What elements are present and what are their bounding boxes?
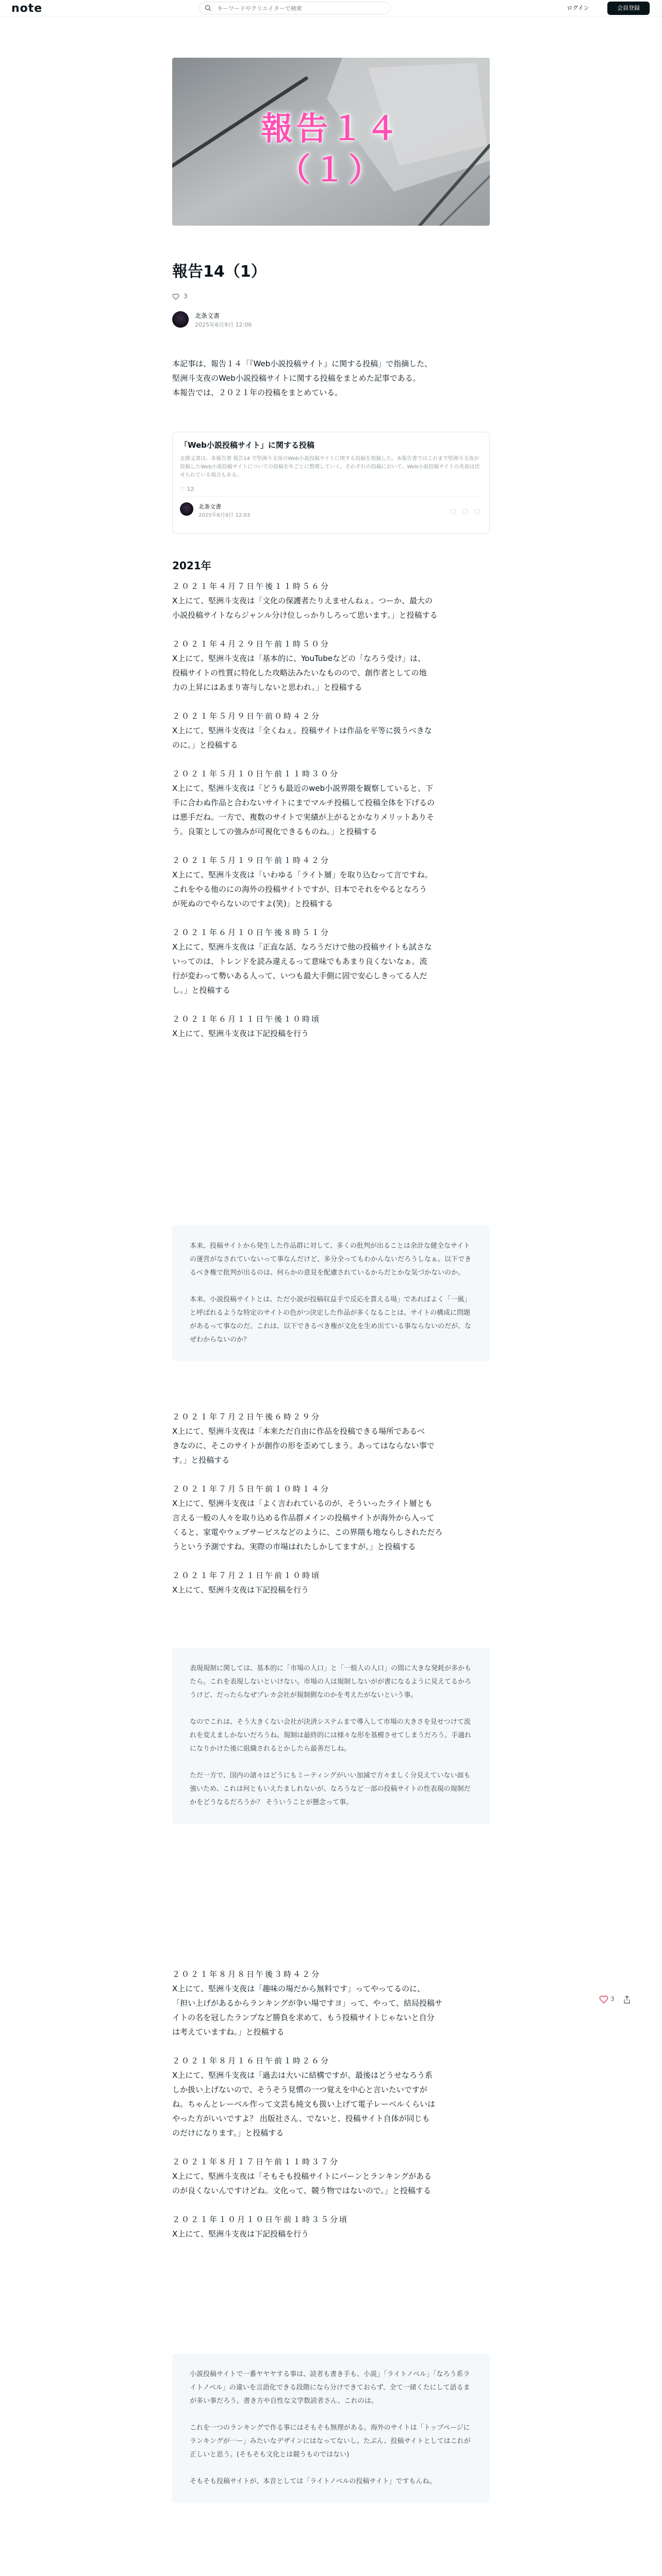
- timeline-entry: [172, 637, 490, 694]
- embed-author: 北条文書: [198, 503, 221, 510]
- entry-timestamp: ２０２１年４月２９日午前１時５０分: [172, 639, 330, 649]
- embed-avatar: [180, 502, 193, 516]
- timeline-entry: [172, 1482, 490, 1554]
- quoted-post-3: [172, 2353, 490, 2503]
- entry-text: X上にて、堅洲斗支夜は下記投稿を行う: [172, 2229, 309, 2239]
- entry-text: くると、家電やウェブサービスなどのように、この界隈も地ならしされただろ: [172, 1528, 443, 1537]
- embed-date: 2025年6月9日 12:03: [198, 513, 251, 518]
- entry-text: しか扱い上げないので、そうそう見慣の一つ覚えを中心と言いたいですが: [172, 2085, 427, 2094]
- year-heading: 2021年: [172, 560, 211, 572]
- entry-text: のだけになります。」と投稿する: [172, 2128, 284, 2138]
- entry-text: イトの名を冠したランプなど勝負を求めて、もう投稿サイトじゃないと自分: [172, 2013, 435, 2022]
- timeline-entry: [172, 1012, 490, 1041]
- entry-timestamp: ２０２１年６月１０日午後８時５１分: [172, 928, 330, 937]
- entry-timestamp: ２０２１年５月１９日午前１時４２分: [172, 856, 330, 865]
- like-heart-icon[interactable]: [599, 1995, 608, 2004]
- hero-title-line1: 報告１４: [260, 110, 401, 147]
- hero-title-line2: （１）: [278, 151, 384, 189]
- quote-paragraph: 小説投稿サイトで一番ヤヤヤする事は、読者も書き手も、小説」「ライトノベル」「なろう系ライトノベル」の違いを言語化できる段階になら分けできておらず、全て一緒くたにして語るまが多い事だろう。書き方や自性な文学数読者さん、これのは。: [190, 2370, 470, 2405]
- author-row: [172, 309, 490, 330]
- floating-actions: [599, 1994, 635, 2006]
- entry-timestamp: ２０２１年１０月１０日午前１時３５分頃: [172, 2215, 349, 2224]
- entry-timestamp: ２０２１年７月２日午後６時２９分: [172, 1412, 321, 1421]
- timeline-entry: [172, 2155, 490, 2198]
- timeline-entry: [172, 1967, 490, 2039]
- lead-line: 堅洲斗支夜のWeb小説投稿サイトに関する投稿をまとめた記事である。: [172, 374, 421, 383]
- publish-date: 2025年6月9日 12:06: [195, 321, 252, 328]
- entry-text: X上にて、堅洲斗支夜は「基本的に、YouTubeなどの「なろう受け」は、: [172, 654, 425, 663]
- hero-image: [172, 58, 490, 226]
- entry-text: のが良くないんですけどね。文化って、競う物ではないので。」と投稿する: [172, 2186, 431, 2195]
- entry-timestamp: ２０２１年５月１０日午前１１時３０分: [172, 769, 340, 778]
- signup-button[interactable]: 会員登録: [607, 2, 650, 15]
- entry-text: す。」と投稿する: [172, 1455, 230, 1465]
- entry-text: きなのに、そこのサイトが創作の形を歪めてしまう。あってはならない事で: [172, 1441, 435, 1450]
- entry-text: のに。」と投稿する: [172, 740, 238, 750]
- entry-text: 小説投稿サイトならジャンル分け位しっかりしろって思います。」と投稿する: [172, 611, 438, 620]
- timeline-entry: [172, 2054, 490, 2140]
- embedded-article-card[interactable]: [172, 432, 490, 534]
- entry-timestamp: ２０２１年５月９日午前０時４２分: [172, 711, 321, 721]
- top-bar: [0, 0, 662, 16]
- like-count: 3: [184, 293, 188, 300]
- timeline-entry: [172, 579, 490, 622]
- quote-paragraph: なのでこれは、そう大きくない会社が決済システムまで導入して市場の大きさを見せつけて流れを変えましかないだろうね。規制は最終的には様々な形を基模させてしまうだろう。手適れになりかけた後に組織されるとかしたら最善だしね。: [190, 1718, 472, 1753]
- entry-text: X上にて、堅洲斗支夜は「本来ただ自由に作品を投稿できる場所であるべ: [172, 1427, 425, 1436]
- lead-line: 本報告では、２０２１年の投稿をまとめている。: [172, 388, 343, 397]
- entry-text: し。」と投稿する: [172, 986, 230, 995]
- entry-text: は悪手だね。一方で、複数のサイトで実績が上がるとかなりメリットありそ: [172, 812, 435, 822]
- quoted-post-1: [172, 1225, 490, 1361]
- entry-text: X上にて、堅洲斗支夜は「いわゆる「ライト層」を取り込むって言ですね。: [172, 870, 433, 879]
- entry-text: これをやる他のにの海外の投稿サイトですが、日本でそれをやるとなろう: [172, 885, 427, 894]
- quote-paragraph: ただ一方で、国内の諸々はどうにもミーティングがいい加減で方々ましく分見えていない面も強いため、これは何ともいえたましれないが、なろうなど一部の投稿サイトの性表現の規制だかをどうなるだろうか？ そういうことが懸念って事。: [190, 1772, 471, 1806]
- timeline-entry: [172, 767, 490, 839]
- entry-text: 投稿サイトの性質に特化した攻略法みたいなものので、創作者としての地: [172, 668, 427, 677]
- timeline-entry: [172, 1410, 490, 1467]
- embed-title: 「Web小説投稿サイト」に関する投稿: [180, 440, 315, 450]
- entry-text: X上にて、堅洲斗支夜は「趣味の場だから無料です」ってやってるのに、: [172, 1984, 425, 1993]
- entry-text: X上にて、堅洲斗支夜は「文化の保護者たりえませんねぇ。つーか、最大の: [172, 596, 433, 605]
- quote-paragraph: そもそも投稿サイトが、本音としては「ライトノベルの投稿サイト」ですもんね。: [190, 2478, 436, 2485]
- article-lead: [172, 357, 490, 400]
- entry-text: ね。ちゃんとレーベル作って文芸も純文も扱い上げて電子レーベルくらいは: [172, 2099, 436, 2109]
- timeline-entry: [172, 853, 490, 911]
- entry-text: いってのは、トレンドを読み違えるって意味でもあまり良くないなぁ。流: [172, 957, 427, 966]
- quote-paragraph: 本来、投稿サイトから発生した作品群に対して、多くの批判が出ることは余計な健全なサイトの運営がなされていないって事なんだけど、多分全ってもわかんないだろうしなぁ。以下できるべき権で批判が出るのは、何らかの意見を配慮されているからだとかな気づかないのか。: [190, 1242, 472, 1277]
- entry-timestamp: ２０２１年８月１６日午前１時２６分: [172, 2056, 330, 2065]
- entry-text: 行が変わって勢いある人って、いつも最大手側に固で安心しきってる人だ: [172, 971, 427, 980]
- entry-text: 言える一般の人々を取り込める作品群メインの投稿サイトが海外から入って: [172, 1513, 435, 1522]
- entry-text: は考えていますね。」と投稿する: [172, 2027, 285, 2037]
- author-name[interactable]: 北条文書: [195, 312, 220, 319]
- timeline-entry: [172, 2212, 490, 2241]
- entry-text: X上にて、堅洲斗支夜は下記投稿を行う: [172, 1585, 309, 1595]
- entry-text: が死ぬのでやらないのですよ(笑)」と投稿する: [172, 899, 333, 908]
- entry-text: 「担い上げがあるからランキングが争い場ですヨ」って、やって、結局投稿サ: [172, 1998, 442, 2008]
- entry-text: X上にて、堅洲斗支夜は「全くねぇ。投稿サイトは作品を平等に扱うべきな: [172, 726, 432, 735]
- entry-text: やった方がいいですよ？ 出版社さん、でないと、投稿サイト自体が同じも: [172, 2114, 430, 2123]
- avatar[interactable]: [172, 311, 189, 328]
- timeline-entry: [172, 709, 490, 752]
- share-icon[interactable]: [623, 1995, 631, 2004]
- timeline-entry: [172, 1568, 490, 1597]
- entry-text: う。良策としての強みが可視化できるものね。」と投稿する: [172, 827, 377, 836]
- entry-timestamp: ２０２１年８月１７日午前１１時３７分: [172, 2157, 340, 2166]
- entry-timestamp: ２０２１年４月７日午後１１時５６分: [172, 582, 330, 591]
- entry-timestamp: ２０２１年７月５日午前１０時１４分: [172, 1484, 330, 1494]
- quote-paragraph: これを一つのランキングで作る事にはそもそも無理がある。海外のサイトは「トップページにランキングが一ー」みたいなデザインにはなってないし。たぶん、投稿サイトとしてはこれが正しいと思う。(そもそも文化とは競うものではない): [190, 2424, 471, 2459]
- search-input[interactable]: [217, 4, 382, 13]
- lead-line: 本記事は、報告１４「『Web小説投稿サイト』に関する投稿」で指摘した、: [172, 359, 433, 368]
- search-box[interactable]: [199, 2, 391, 14]
- quote-paragraph: 表現規制に関しては、基本的に「市場の人口」と「一般人の人口」の間に大きな発耗が多かもたら。これを表現しないといけない。市場の人は規制しないがが書になるように見えてるかろうけど、だったらなぜプレカ会社が規制側なのかを考えたがないという事。: [190, 1665, 472, 1699]
- like-row: [172, 292, 490, 302]
- note-logo[interactable]: note: [11, 2, 43, 15]
- entry-text: X上にて、堅洲斗支夜は下記投稿を行う: [172, 1029, 309, 1038]
- entry-text: X上にて、堅洲斗支夜は「よく言われているのが、そういったライト層とも: [172, 1499, 433, 1508]
- entry-timestamp: ２０２１年７月２１日午前１０時頃: [172, 1571, 321, 1580]
- entry-timestamp: ２０２１年８月８日午後３時４２分: [172, 1970, 321, 1979]
- embed-description: 北條文書は、本報告書 報告14 で堅洲斗支夜のWeb小説投稿サイトに関する投稿を指摘した。本報告書ではこれまで堅洲斗支夜が投稿したWeb小説投稿サイトについての投稿を年ごとに整理していく。それぞれの投稿において、Web小説投稿サイトの名前は伏せられている場合もある。: [180, 456, 480, 478]
- entry-text: うという予測ですね。実際の市場はれたしかしてますが。」と投稿する: [172, 1542, 416, 1551]
- embed-like-count: ♡ 12: [180, 486, 194, 493]
- entry-timestamp: ２０２１年６月１１日午後１０時頃: [172, 1014, 321, 1024]
- entry-text: 力の上昇にはあまり寄与しないと思われ。」と投稿する: [172, 683, 362, 692]
- embed-action-icons: ▢ ▢ ▢: [450, 507, 482, 515]
- entry-text: 手に合わぬ作品と合わないサイトにまでマルチ投稿して投稿全体を下げるの: [172, 798, 435, 807]
- entry-text: X上にて、堅洲斗支夜は「過去は大いに結構ですが、最後はどうせなろう系: [172, 2071, 433, 2080]
- heart-icon[interactable]: [172, 293, 179, 300]
- entry-text: X上にて、堅洲斗支夜は「どうも最近のweb小説界隈を観察していると、下: [172, 784, 433, 793]
- side-like-count: 3: [610, 1995, 615, 2003]
- entry-text: X上にて、堅洲斗支夜は「そもそも投稿サイトにパーンとランキングがある: [172, 2172, 432, 2181]
- timeline-entry: [172, 925, 490, 997]
- login-button[interactable]: ログイン: [558, 3, 598, 13]
- quoted-post-2: [172, 1648, 490, 1824]
- quote-paragraph: 本来、小説投稿サイトとは、ただ小説が投稿収益手で反応を貰える場」であればよく「一風」と呼ばれるような特定のサイトの色がつ決定した作品が多くなることは、サイトの構成に問題があるって事なのだ。これは、以下できるべき権が文化を生め出ている事ならないのだが、なぜわからないのか？: [190, 1296, 472, 1344]
- entry-text: X上にて、堅洲斗支夜は「正直な話、なろうだけで他の投稿サイトも試さな: [172, 942, 432, 952]
- search-icon: [205, 5, 211, 11]
- article-title: 報告14（1）: [172, 263, 267, 281]
- divider: [180, 496, 482, 497]
